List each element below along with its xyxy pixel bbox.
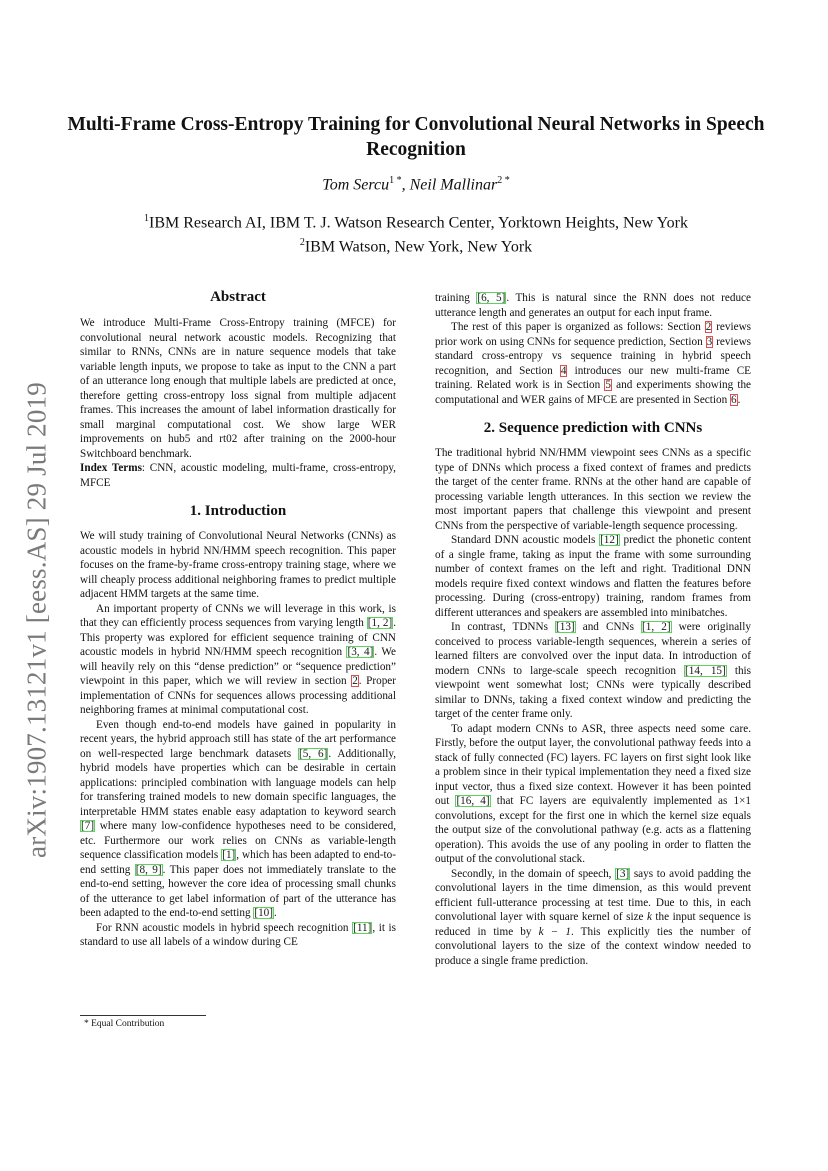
text-run: . Additionally, hybrid models have properties which can be desirable in certain applications: principled combination with language models can help for transfering trained models to new domain specific languages, the interpretable HMM states enable easy adaptation to keyword search (80, 747, 396, 818)
arxiv-sidebar (14, 360, 60, 880)
section-link[interactable]: 2 (705, 321, 712, 333)
text-run: To adapt modern CNNs to ASR, three aspects need some care. Firstly, before the output layer, the convolutional pathway feeds into a stack of fully connected (FC) layers. FC layers on first sight look like a problem since in their typical implementation they need a fixed size input vector, thus a fixed size context. However it has been pointed out (435, 722, 751, 807)
text-run: Even though end-to-end models have gained in popularity in recent years, the hybrid approach still has state of the art performance on well-respected large benchmark datasets (80, 718, 396, 760)
affiliation-text: IBM Research AI, IBM T. J. Watson Research Center, Yorktown Heights, New York (149, 214, 688, 232)
footnote-text: * Equal Contribution (84, 1019, 165, 1029)
text-run: that FC layers are equivalently implemented as 1×1 convolutions, except for the first one in which the kernel size equals the output size of the convolutional pathway (e.g. acts as a flattening operation). This avoids the use of any pooling in order to flatten the output of the convolutional stack. (435, 795, 752, 865)
author-superscript: 2 * (497, 175, 510, 186)
text-run: . This paper does not immediately translate to the end-to-end setting, however the core idea of processing small chunks of the utterance to get label information of part of the utterance has been adapted to the end-to-end setting (80, 863, 396, 919)
text-run: In contrast, TDNNs (451, 621, 556, 633)
text-run: For RNN acoustic models in hybrid speech recognition (96, 921, 353, 934)
author-superscript: 1 * (389, 175, 402, 186)
affiliation-line (60, 209, 772, 233)
citation-link[interactable]: [6, 5] (477, 292, 506, 304)
text-run: were originally conceived to process variable-length sequences, wherein a series of learned filters are convolved over the input data. In introduction of modern CNNs to large-scale speech recognition (435, 621, 751, 677)
citation-link[interactable]: [3, 4] (347, 646, 374, 658)
text-run: The rest of this paper is organized as follows: Section (451, 321, 705, 333)
text-run: . This is natural since the RNN does not reduce utterance length and generates an output for each input frame. (435, 292, 751, 319)
citation-link[interactable]: [3] (616, 867, 630, 880)
affiliation-superscript: 2 (299, 237, 305, 249)
math-expression: k − 1 (538, 925, 571, 938)
text-run: . This property was explored for efficient sequence training of CNN acoustic models in hybrid NN/HMM speech recognition (80, 617, 396, 658)
introduction-heading: 1. Introduction (189, 503, 287, 519)
section-link[interactable]: 3 (706, 335, 713, 348)
text-run: and CNNs (575, 621, 642, 633)
citation-link[interactable]: [5, 6] (299, 747, 328, 760)
citation-link[interactable]: [10] (254, 907, 273, 919)
footnote-rule (80, 1015, 206, 1016)
index-terms-text: : CNN, acoustic modeling, multi-frame, cross-entropy, MFCE (80, 462, 396, 489)
text-run: , which has been adapted to end-to-end setting (80, 849, 396, 876)
text-run: . (737, 393, 741, 406)
abstract-text: We introduce Multi-Frame Cross-Entropy training (MFCE) for convolutional neural network acoustic models. Recognizing that similar to RNNs, CNNs are in nature sequence models that take variable length inputs, we propose to take as input to the CNN a part of an utterance long enough that multiple labels are predicted at once, therefore getting cross-entropy loss signal from multiple adjacent frames. This increases the amount of label information drastically for small marginal computational cost. We show large WER improvements on hub5 and rt02 after training on the 2000-hour Switchboard benchmark. (80, 317, 396, 460)
abstract-heading: Abstract (210, 289, 266, 305)
author-name: Tom Sercu (322, 176, 390, 194)
text-run: training (435, 292, 477, 304)
section-2-paragraph-5 (435, 867, 751, 969)
text-run: reviews prior work on using CNNs for sequence prediction, Section (435, 321, 751, 348)
intro-paragraph-4 (80, 921, 396, 950)
section-2-heading: 2. Sequence prediction with CNNs (483, 420, 703, 436)
text-run: introduces our new multi-frame CE training. Related work is in Section (435, 364, 751, 391)
citation-link[interactable]: [11] (353, 921, 372, 934)
section-2-paragraph-2 (435, 533, 751, 620)
footnote (80, 1015, 396, 1029)
text-run: the input sequence is reduced in time by (435, 911, 751, 938)
paper-title: Multi-Frame Cross-Entropy Training for Convolutional Neural Networks in Speech Recognition (67, 114, 765, 160)
text-run: . Proper implementation of CNNs for sequences allows processing additional neighboring frames at minimal computational cost. (80, 675, 396, 716)
text-run: and experiments showing the computational and WER gains of MFCE are presented in Section (435, 379, 751, 406)
author-line (60, 175, 772, 194)
citation-link[interactable]: [1, 2] (642, 621, 671, 633)
text-run: , it is standard to use all labels of a window during CE (80, 921, 396, 948)
affiliation-line (60, 233, 772, 257)
text-run: Standard DNN acoustic models (451, 534, 600, 546)
author-separator: , (401, 176, 410, 194)
text-run: where many low-confidence hypotheses need to be considered, etc. Furthermore our work relies on CNNs as variable-length sequence classification models (80, 820, 396, 861)
citation-link[interactable]: [7] (81, 820, 95, 832)
text-run: predict the phonetic content of a single frame, taking as input the frame with some surrounding number of context frames on the left and right. Traditional DNN models require fixed context windows and flatten the features before processing. During (cross-entropy) training, random frames from different utterances and speakers are assembled into minibatches. (435, 534, 751, 619)
intro-paragraph-1: We will study training of Convolutional Neural Networks (CNNs) as acoustic models in hybrid NN/HMM speech recognition. This paper focuses on the frame-by-frame cross-entropy training stage, where we will cheaply process additional neighboring frames to predict multiple adjacent HMM targets at the same time. (80, 530, 396, 600)
citation-link[interactable]: [13] (556, 621, 575, 633)
section-link[interactable]: 4 (560, 364, 567, 377)
text-run: An important property of CNNs we will leverage in this work, is that they can efficiently process sequences from varying length (80, 602, 396, 629)
right-column (435, 291, 751, 968)
index-terms (80, 461, 396, 490)
affiliation-superscript: 1 (144, 213, 150, 224)
affiliation-text: IBM Watson, New York, New York (304, 238, 533, 256)
citation-link[interactable]: [8, 9] (135, 863, 162, 876)
section-link[interactable]: 2 (352, 675, 358, 687)
intro-paragraph-2 (80, 602, 396, 718)
section-link[interactable]: 5 (605, 379, 611, 391)
text-run: Secondly, in the domain of speech, (451, 867, 616, 880)
text-run: this viewpoint went somewhat lost; CNNs were typically described similar to DNNs, taking a fixed context window and predicting the target of the center frame only. (435, 664, 752, 720)
text-run: . This explicitly ties the number of convolutional layers to the size of the context window needed to produce a single frame prediction. (435, 925, 752, 967)
outline-paragraph (435, 320, 751, 407)
text-run: . (274, 907, 277, 919)
section-2-paragraph-3 (435, 620, 751, 722)
citation-link[interactable]: [1, 2] (367, 617, 393, 629)
citation-link[interactable]: [1] (222, 849, 236, 861)
text-run: says to avoid padding the convolutional layers in the time dimension, as this would prevent efficient full-utterance processing at test time. Due to this, in each convolutional layer with square kernel of size (435, 867, 751, 923)
text-run: . We will heavily rely on this “dense prediction” or “sequence prediction” viewpoint in this paper, which we will review in section (80, 646, 396, 687)
section-link[interactable]: 6 (730, 393, 737, 406)
affiliations (60, 209, 772, 258)
section-2-paragraph-4 (435, 722, 751, 867)
section-2-paragraph-1: The traditional hybrid NN/HMM viewpoint sees CNNs as a specific type of DNNs which process a fixed context of frames and predicts the target of the center frame. RNNs at the other hand are capable of processing variable length utterances. In this section we review the most important papers that challenge this viewpoint and present CNNs from the perspective of variable-length sequence processing. (435, 447, 751, 532)
citation-link[interactable]: [14, 15] (685, 664, 726, 677)
author-name: Neil Mallinar (409, 176, 498, 194)
citation-link[interactable]: [12] (600, 534, 619, 546)
left-column (80, 288, 396, 950)
arxiv-identifier: arXiv:1907.13121v1 [eess.AS] 29 Jul 2019 (21, 382, 52, 858)
citation-link[interactable]: [16, 4] (456, 795, 490, 807)
continued-paragraph (435, 291, 751, 320)
intro-paragraph-3 (80, 718, 396, 921)
math-variable: k (646, 911, 652, 923)
index-terms-label: Index Terms (80, 462, 142, 474)
text-run: reviews standard cross-entropy vs sequence training in hybrid speech recognition, and Section (435, 335, 751, 377)
